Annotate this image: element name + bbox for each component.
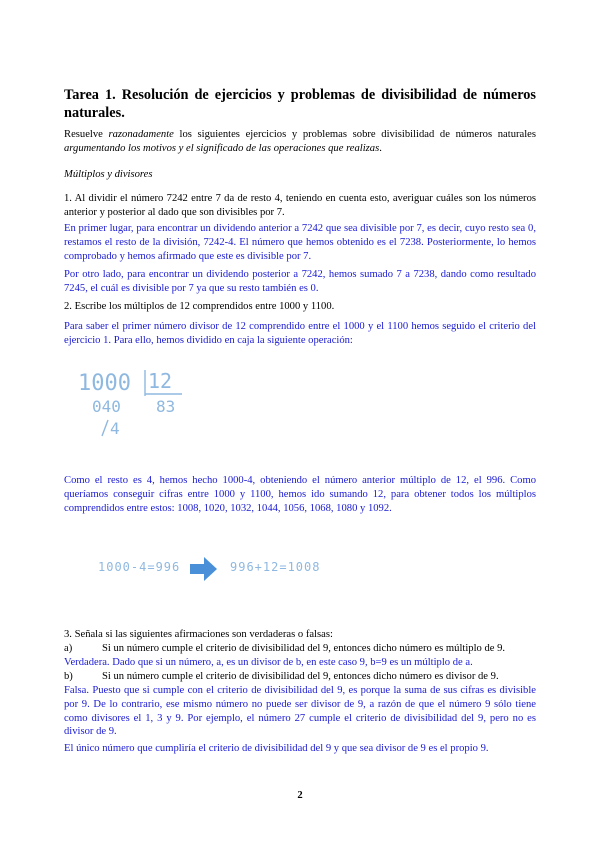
division-partial: 040 — [92, 397, 121, 416]
answer-1-paragraph-2: Por otro lado, para encontrar un dividendo posterior a 7242, hemos sumado 7 a 7238, dando como resultado 7245, el cuál es divisible por 7 ya que su resto también es 0. — [64, 269, 536, 294]
calc-right: 996+12=1008 — [230, 560, 321, 574]
question-2: 2. Escribe los múltiplos de 12 comprendidos entre 1000 y 1100. — [64, 301, 335, 312]
division-dividend: 1000 — [78, 371, 131, 396]
intro-emphasis-2: argumentando los motivos y el significado de las operaciones que realizas — [64, 143, 380, 154]
answer-1-paragraph-1: En primer lugar, para encontrar un dividendo anterior a 7242 que sea divisible por 7, es decir, cuyo resto sea 0, restamos el resto de la división, 7242-4. El número que hemos obtenido es el 7238. Posteriormente, lo hemos comprobado y hemos afirmado que este es divisible por 7. — [64, 223, 536, 262]
item-b-conclusion: El único número que cumpliría el criterio de divisibilidad del 9 y que sea divisor de 9 es el propio 9. — [64, 743, 489, 754]
intro-paragraph — [64, 128, 536, 156]
section-heading: Múltiplos y divisores — [64, 169, 153, 180]
division-remainder: 4 — [110, 419, 120, 438]
answer-2-paragraph-2: Como el resto es 4, hemos hecho 1000-4, obteniendo el número anterior múltiplo de 12, el 996. Como queríamos conseguir cifras entre 1000 y 1100, hemos ido sumando 12, para obtener todos los múltiplos comprendidos entre estos: 1008, 1020, 1032, 1044, 1056, 1068, 1080 y 1092. — [64, 475, 536, 514]
intro-text-2: los siguientes ejercicios y problemas sobre divisibilidad de números naturales — [173, 129, 536, 140]
item-b-letter: b) — [64, 671, 73, 682]
intro-text-1: Resuelve — [64, 129, 109, 140]
item-b-answer: Falsa. Puesto que si cumple con el criterio de divisibilidad del 9, es porque la suma de sus cifras es divisible por 9. De lo contrario, ese mismo número no puede ser divisor de 9, a razón de que el número 9 sólo tiene como divisores el 1, 3 y 9. Por ejemplo, el número 27 cumple el criterio de divisibilidad del 9, pero no es divisor de 9. — [64, 685, 536, 738]
question-1: 1. Al dividir el número 7242 entre 7 da de resto 4, teniendo en cuenta esto, averiguar cuáles son los números anterior y posterior al dado que son divisibles por 7. — [64, 193, 536, 218]
division-quotient: 83 — [156, 397, 176, 416]
calc-left: 1000-4=996 — [98, 560, 181, 574]
item-b-statement: Si un número cumple el criterio de divisibilidad del 9, entonces dicho número es divisor de 9. — [102, 671, 499, 682]
question-3: 3. Señala si las siguientes afirmaciones son verdaderas o falsas: — [64, 629, 333, 640]
item-a-statement: Si un número cumple el criterio de divisibilidad del 9, entonces dicho número es múltiplo de 9. — [102, 643, 506, 654]
division-divisor: 12 — [148, 369, 173, 393]
handwritten-division — [70, 362, 210, 446]
item-a-letter: a) — [64, 643, 73, 654]
answer-2-paragraph-1: Para saber el primer número divisor de 12 comprendido entre el 1000 y el 1100 hemos seguido el criterio del ejercicio 1. Para ello, hemos dividido en caja la siguiente operación: — [64, 321, 536, 346]
intro-emphasis-1: razonadamente — [108, 129, 174, 140]
arrow-right-icon — [190, 556, 218, 582]
item-a-answer: Verdadera. Dado que si un número, a, es un divisor de b, en este caso 9, b=9 es un múltiplo de a. — [64, 657, 473, 668]
document-title: Tarea 1. Resolución de ejercicios y problemas de divisibilidad de números naturales. — [64, 87, 536, 121]
page-number: 2 — [297, 790, 303, 801]
intro-text-3: . — [379, 143, 382, 154]
